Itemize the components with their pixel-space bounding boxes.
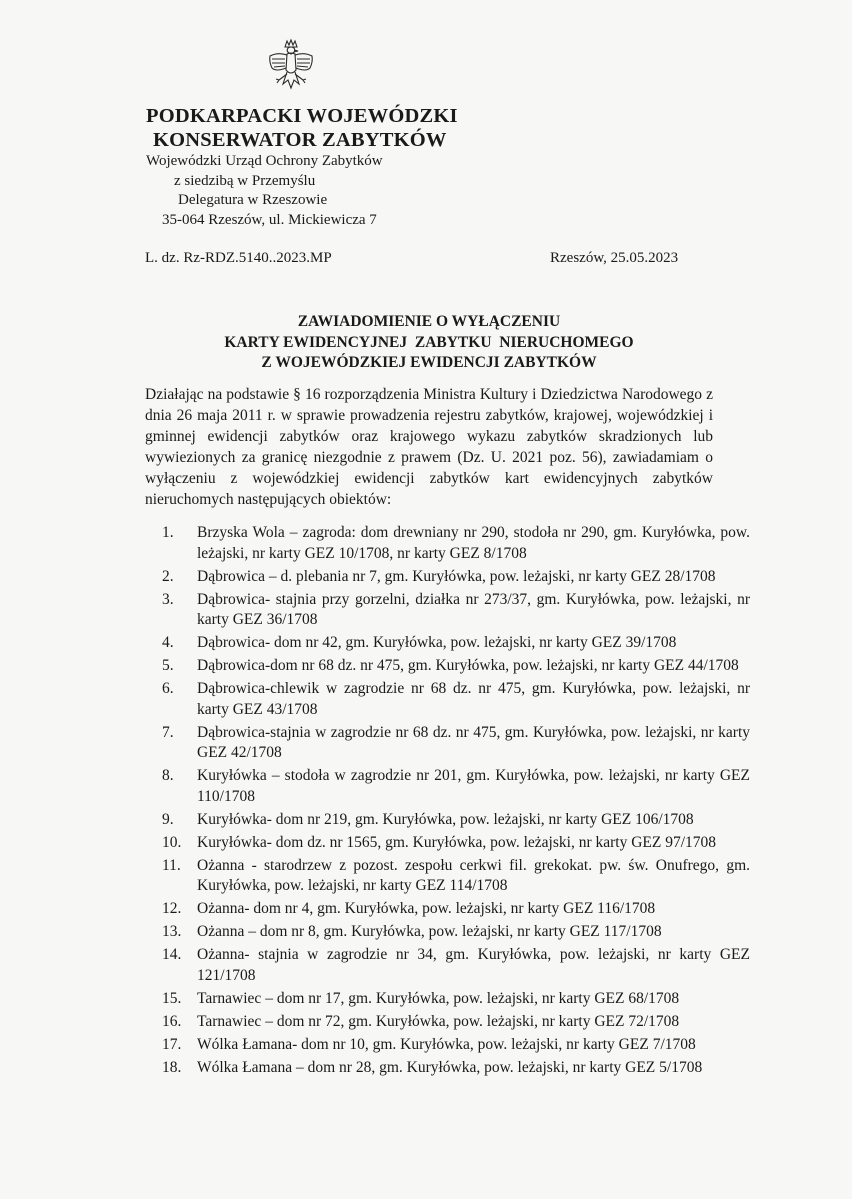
list-item bbox=[162, 922, 750, 943]
item-number: 12. bbox=[162, 900, 182, 917]
office-branch: Delegatura w Rzeszowie bbox=[178, 192, 328, 208]
list-item bbox=[162, 1012, 750, 1033]
item-text: Ożanna - starodrzew z pozost. zespołu cerkwi fil. grekokat. pw. św. Onufrego, gm. Kuryłówka, pow. leżajski, nr karty GEZ 114/1708 bbox=[197, 856, 750, 894]
objects-list bbox=[162, 523, 750, 1081]
list-item bbox=[162, 523, 750, 564]
intro-paragraph: Działając na podstawie § 16 rozporządzenia Ministra Kultury i Dziedzictwa Narodowego z dnia 26 maja 2011 r. w sprawie prowadzenia rejestru zabytków, krajowej, wojewódzkiej i gminnej ewidencji zabytków oraz krajowego wykazu zabytków skradzionych lub wywiezionych za granicę niezgodnie z prawem (Dz. U. 2021 poz. 56), zawiadamiam o wyłączeniu z wojewódzkiej ewidencji zabytków kart ewidencyjnych zabytków nieruchomych następujących obiektów: bbox=[145, 386, 713, 508]
item-number: 14. bbox=[162, 946, 182, 963]
item-text: Tarnawiec – dom nr 17, gm. Kuryłówka, pow. leżajski, nr karty GEZ 68/1708 bbox=[197, 989, 680, 1007]
list-item bbox=[162, 945, 750, 986]
list-item bbox=[162, 679, 750, 720]
item-text: Ożanna – dom nr 8, gm. Kuryłówka, pow. leżajski, nr karty GEZ 117/1708 bbox=[197, 923, 662, 940]
title-line2: KARTY EWIDENCYJNEJ ZABYTKU NIERUCHOMEGO bbox=[224, 333, 634, 351]
list-item bbox=[162, 989, 750, 1010]
title-line3: Z WOJEWÓDZKIEJ EWIDENCJI ZABYTKÓW bbox=[261, 354, 597, 371]
polish-eagle-emblem-icon bbox=[266, 38, 316, 96]
item-number: 16. bbox=[162, 1012, 182, 1030]
item-text: Ożanna- dom nr 4, gm. Kuryłówka, pow. leżajski, nr karty GEZ 116/1708 bbox=[197, 900, 656, 917]
list-item bbox=[162, 723, 750, 764]
reference-number: L. dz. Rz-RDZ.5140..2023.MP bbox=[145, 250, 332, 266]
title-line1: ZAWIADOMIENIE O WYŁĄCZENIU bbox=[297, 313, 561, 330]
list-item bbox=[162, 567, 750, 588]
document-title bbox=[145, 312, 713, 374]
item-number: 6. bbox=[162, 680, 174, 697]
list-item bbox=[162, 810, 750, 831]
item-number: 9. bbox=[162, 810, 174, 828]
item-number: 18. bbox=[162, 1058, 182, 1076]
item-number: 2. bbox=[162, 567, 174, 585]
institution-name-line2: KONSERWATOR ZABYTKÓW bbox=[153, 129, 447, 151]
list-item bbox=[162, 833, 750, 854]
item-number: 17. bbox=[162, 1035, 182, 1053]
item-number: 10. bbox=[162, 833, 182, 851]
list-item bbox=[162, 766, 750, 807]
item-number: 8. bbox=[162, 767, 174, 784]
office-seat: z siedzibą w Przemyślu bbox=[174, 172, 316, 189]
item-number: 3. bbox=[162, 590, 174, 608]
item-number: 1. bbox=[162, 524, 174, 541]
item-text: Kuryłówka – stodoła w zagrodzie nr 201, gm. Kuryłówka, pow. leżajski, nr karty GEZ 110/1708 bbox=[197, 767, 750, 805]
list-item bbox=[162, 1035, 750, 1056]
item-text: Dąbrowica-chlewik w zagrodzie nr 68 dz. nr 475, gm. Kuryłówka, pow. leżajski, nr karty GEZ 43/1708 bbox=[197, 680, 750, 718]
institution-header bbox=[140, 104, 460, 230]
item-text: Kuryłówka- dom dz. nr 1565, gm. Kuryłówka, pow. leżajski, nr karty GEZ 97/1708 bbox=[197, 833, 717, 851]
item-text: Kuryłówka- dom nr 219, gm. Kuryłówka, pow. leżajski, nr karty GEZ 106/1708 bbox=[197, 810, 694, 828]
list-item bbox=[162, 1058, 750, 1079]
item-text: Brzyska Wola – zagroda: dom drewniany nr 290, stodoła nr 290, gm. Kuryłówka, pow. leżajski, nr karty GEZ 10/1708, nr karty GEZ 8/1708 bbox=[197, 524, 750, 562]
item-number: 13. bbox=[162, 923, 182, 940]
list-item bbox=[162, 633, 750, 654]
item-number: 5. bbox=[162, 657, 174, 674]
office-address: 35-064 Rzeszów, ul. Mickiewicza 7 bbox=[162, 211, 377, 228]
office-name: Wojewódzki Urząd Ochrony Zabytków bbox=[146, 153, 383, 169]
item-number: 11. bbox=[162, 856, 181, 874]
item-text: Tarnawiec – dom nr 72, gm. Kuryłówka, pow. leżajski, nr karty GEZ 72/1708 bbox=[197, 1012, 680, 1030]
item-text: Dąbrowica-dom nr 68 dz. nr 475, gm. Kuryłówka, pow. leżajski, nr karty GEZ 44/1708 bbox=[197, 657, 739, 674]
list-item bbox=[162, 899, 750, 920]
list-item bbox=[162, 590, 750, 631]
list-item bbox=[162, 856, 750, 897]
place-date: Rzeszów, 25.05.2023 bbox=[550, 250, 679, 266]
item-number: 4. bbox=[162, 634, 174, 651]
item-text: Wólka Łamana – dom nr 28, gm. Kuryłówka, pow. leżajski, nr karty GEZ 5/1708 bbox=[197, 1058, 703, 1076]
list-item bbox=[162, 656, 750, 677]
item-text: Ożanna- stajnia w zagrodzie nr 34, gm. Kuryłówka, pow. leżajski, nr karty GEZ 121/1708 bbox=[197, 946, 750, 984]
item-text: Wólka Łamana- dom nr 10, gm. Kuryłówka, pow. leżajski, nr karty GEZ 7/1708 bbox=[197, 1035, 696, 1053]
item-text: Dąbrowica – d. plebania nr 7, gm. Kuryłówka, pow. leżajski, nr karty GEZ 28/1708 bbox=[197, 567, 716, 585]
item-text: Dąbrowica-stajnia w zagrodzie nr 68 dz. nr 475, gm. Kuryłówka, pow. leżajski, nr karty GEZ 42/1708 bbox=[197, 723, 750, 761]
item-number: 15. bbox=[162, 989, 182, 1007]
item-text: Dąbrowica- stajnia przy gorzelni, działka nr 273/37, gm. Kuryłówka, pow. leżajski, nr karty GEZ 36/1708 bbox=[197, 590, 750, 628]
institution-name-line1: PODKARPACKI WOJEWÓDZKI bbox=[146, 105, 458, 127]
item-number: 7. bbox=[162, 723, 174, 741]
item-text: Dąbrowica- dom nr 42, gm. Kuryłówka, pow. leżajski, nr karty GEZ 39/1708 bbox=[197, 634, 677, 651]
